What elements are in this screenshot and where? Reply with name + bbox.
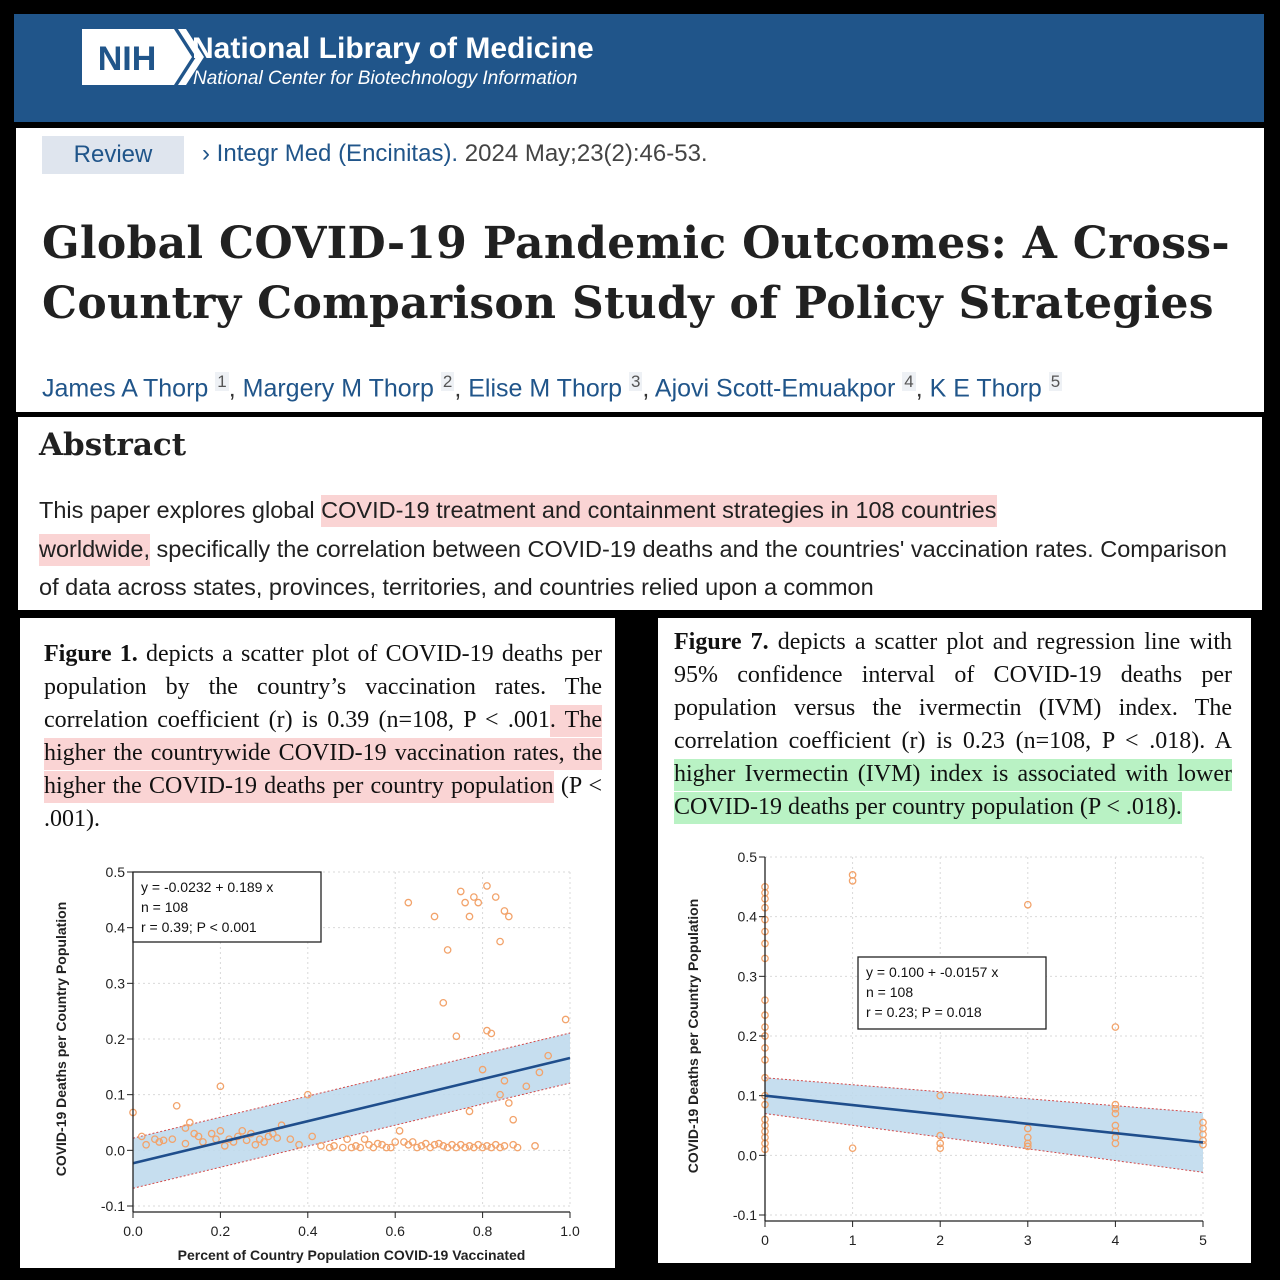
fig1-data-point <box>388 1144 394 1150</box>
fig1-data-point <box>532 1143 538 1149</box>
fig7-confidence-band <box>765 1078 1203 1173</box>
figure-1-caption <box>44 638 602 836</box>
fig7-y-tick-label: 0.0 <box>737 1147 757 1164</box>
fig7-x-tick-label: 4 <box>1111 1232 1120 1248</box>
fig1-data-point <box>493 894 499 900</box>
author-affiliation[interactable]: 2 <box>442 372 453 391</box>
fig1-x-tick-label: 0.0 <box>123 1223 143 1239</box>
figure-7-label: Figure 7. <box>674 629 769 655</box>
figure-1-chart <box>20 850 615 1268</box>
fig7-x-tick-label: 3 <box>1023 1232 1032 1248</box>
fig1-data-point <box>444 947 450 953</box>
fig1-y-tick-label: 0.4 <box>105 919 125 936</box>
fig1-y-tick-label: 0.2 <box>105 1031 125 1047</box>
fig1-data-point <box>501 908 507 914</box>
abstract-highlight: COVID-19 treatment and containment strategies in 108 countries <box>321 495 996 527</box>
fig7-x-tick-label: 2 <box>936 1232 945 1248</box>
article-type-badge: Review <box>42 136 184 174</box>
fig7-y-tick-label: 0.3 <box>737 968 757 985</box>
figure-1-text: depicts a scatter plot of COVID-19 deaths per population by the country’s vaccination rates. The correlation coefficient (r) is 0.39 (n=108, P < .001 <box>44 641 603 733</box>
fig7-legend-line1: y = 0.100 + -0.0157 x <box>866 964 999 980</box>
fig1-data-point <box>471 894 477 900</box>
nlm-subtitle: National Center for Biotechnology Information <box>193 68 578 89</box>
fig1-data-point <box>458 888 464 894</box>
figure-7-panel <box>658 618 1251 1263</box>
abstract-text-end: specifically the correlation between COVID-19 deaths and the countries' vaccination rates. Comparison of data across states, provinces, territories, and countries relied upon a common <box>39 535 1227 600</box>
fig1-data-point <box>497 938 503 944</box>
fig7-legend-line3: r = 0.23; P = 0.018 <box>866 1004 982 1020</box>
figure-7-text: depicts a scatter plot and regression line with 95% confidence interval of COVID-19 deaths per population versus the ivermectin (IVM) index. The correlation coefficient (r) is 0.23 (n=108, P < .018). A <box>674 629 1233 754</box>
author-affiliation[interactable]: 4 <box>904 372 914 391</box>
fig1-y-axis-label: COVID-19 Deaths per Country Population <box>53 901 69 1177</box>
author-link[interactable]: Margery M Thorp <box>242 374 434 403</box>
figure-1-label: Figure 1. <box>44 641 138 667</box>
fig7-y-tick-label: -0.1 <box>732 1207 757 1223</box>
fig1-data-point <box>375 1140 381 1146</box>
fig1-x-tick-label: 0.4 <box>298 1223 318 1239</box>
author-link[interactable]: K E Thorp <box>929 374 1042 403</box>
fig1-data-point <box>475 899 481 905</box>
fig7-x-tick-label: 0 <box>761 1232 769 1248</box>
abstract-heading: Abstract <box>39 427 187 463</box>
fig1-data-point <box>506 913 512 919</box>
fig1-data-point <box>506 1100 512 1106</box>
fig1-legend-line3: r = 0.39; P < 0.001 <box>141 919 257 935</box>
fig1-x-tick-label: 0.2 <box>210 1223 231 1239</box>
figure-7-caption <box>674 626 1232 824</box>
journal-link[interactable]: Integr Med (Encinitas). <box>216 140 459 167</box>
fig1-data-point <box>462 899 468 905</box>
author-affiliation[interactable]: 5 <box>1050 372 1061 391</box>
author-link[interactable]: Ajovi Scott-Emuakpor <box>654 374 896 403</box>
chevron-right-icon: › <box>202 140 210 167</box>
fig7-x-tick-label: 5 <box>1199 1232 1207 1248</box>
figure-7-highlight: higher Ivermectin (IVM) index is associated with lower COVID-19 deaths per country population (P < .018). <box>674 759 1232 824</box>
fig1-y-tick-label: 0.3 <box>105 975 125 992</box>
author-link[interactable]: Elise M Thorp <box>468 374 622 403</box>
journal-citation <box>202 140 708 168</box>
article-title: Global COVID-19 Pandemic Outcomes: A Cross-Country Comparison Study of Policy Strategies <box>42 218 1230 329</box>
fig1-data-point <box>340 1144 346 1150</box>
fig1-data-point <box>440 1000 446 1006</box>
fig1-y-tick-label: -0.1 <box>100 1198 125 1214</box>
fig7-y-tick-label: 0.2 <box>737 1028 757 1044</box>
fig1-data-point <box>361 1136 367 1142</box>
fig1-data-point <box>431 913 437 919</box>
fig1-data-point <box>405 899 411 905</box>
fig1-data-point <box>562 1016 568 1022</box>
fig1-data-point <box>392 1139 398 1145</box>
author-affiliation[interactable]: 1 <box>217 372 227 391</box>
nlm-header <box>14 14 1264 122</box>
fig7-y-tick-label: 0.1 <box>737 1087 757 1104</box>
fig1-data-point <box>466 1108 472 1114</box>
fig7-y-axis-label: COVID-19 Deaths per Country Population <box>685 898 701 1174</box>
fig1-y-tick-label: 0.0 <box>105 1142 125 1159</box>
fig7-legend-line2: n = 108 <box>866 984 914 1000</box>
fig1-data-point <box>396 1128 402 1134</box>
fig1-y-tick-label: 0.5 <box>105 864 125 880</box>
fig1-regression-line <box>133 1058 570 1163</box>
fig7-x-tick-label: 1 <box>848 1232 857 1248</box>
figure-7-chart <box>658 843 1251 1263</box>
nih-logo[interactable] <box>80 26 204 88</box>
figure-1-text-end: (P < .001). <box>44 773 603 832</box>
abstract-highlight: worldwide, <box>39 534 150 566</box>
nih-logo-text: NIH <box>97 40 157 78</box>
author-affiliation[interactable]: 3 <box>630 372 641 391</box>
fig1-x-tick-label: 1.0 <box>560 1223 580 1239</box>
nlm-title[interactable]: National Library of Medicine <box>192 32 594 65</box>
abstract-text <box>39 491 1244 607</box>
fig1-legend-line1: y = -0.0232 + 0.189 x <box>141 879 274 895</box>
fig7-y-tick-label: 0.4 <box>737 908 757 925</box>
figure-1-panel <box>20 618 615 1268</box>
fig1-data-point <box>174 1103 180 1109</box>
fig1-legend-line2: n = 108 <box>141 899 189 915</box>
fig7-y-tick-label: 0.5 <box>737 849 757 865</box>
fig1-y-tick-label: 0.1 <box>105 1086 125 1103</box>
fig1-x-axis-label: Percent of Country Population COVID-19 Vaccinated <box>177 1247 526 1263</box>
fig1-data-point <box>466 913 472 919</box>
fig1-data-point <box>510 1117 516 1123</box>
fig1-x-tick-label: 0.8 <box>472 1223 493 1239</box>
citation-panel <box>16 128 1264 412</box>
publication-date: 2024 May;23(2):46-53. <box>464 140 708 167</box>
fig1-x-tick-label: 0.6 <box>385 1223 405 1239</box>
author-link[interactable]: James A Thorp <box>42 374 209 403</box>
abstract-text-start: This paper explores global <box>39 497 322 523</box>
author-list: James A Thorp $^1$, Margery M Thorp $^2$, Elise M Thorp $^3$, Ajovi Scott-Emuakpor $^4$, K E Thorp $^5$ <box>42 372 1061 403</box>
fig1-data-point <box>453 1033 459 1039</box>
abstract-panel <box>18 417 1262 610</box>
figure-1-highlight: . The higher the countrywide COVID-19 vaccination rates, the higher the COVID-19 deaths per country population <box>44 705 602 803</box>
fig1-data-point <box>484 883 490 889</box>
fig1-data-point <box>318 1143 324 1149</box>
